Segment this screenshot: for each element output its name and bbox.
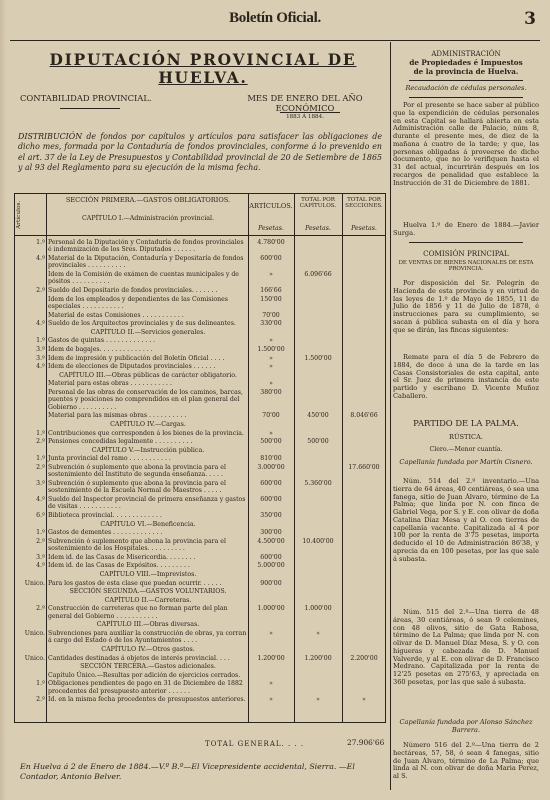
article-amount: 166'66: [260, 287, 282, 294]
chapter-total: 500'00: [307, 438, 329, 446]
article-description: Pensiones concedidas legalmente . . . . . . . . . .: [48, 438, 193, 446]
article-amount: 4.500'00: [257, 537, 285, 545]
article-description: Para los gastos de esta clase que puedan ocurrir. . . . . .: [48, 579, 222, 587]
chapter-total: »: [316, 630, 320, 637]
article-description: Capítulo Único.—Resultas por adición de ejercicios cerrados.: [48, 671, 241, 679]
article-number: 2.º: [36, 696, 45, 704]
chapter-total: 5.360'00: [304, 480, 332, 487]
article-number: 1.º: [36, 455, 45, 463]
comision-subheading: DE VENTAS DE BIENES NACIONALES DE ESTA PROVINCIA.: [398, 260, 534, 273]
chapter-total: 10.400'00: [302, 537, 334, 545]
article-amount: 600'00: [260, 255, 282, 262]
table-col-line: [14, 193, 15, 723]
column-divider: [390, 42, 391, 790]
chapter-total: 1.000'00: [304, 605, 332, 613]
article-number: 4.º: [36, 363, 45, 371]
total-value: 27.906'66: [347, 738, 385, 747]
clero-heading: Clero.—Menor cuantía.: [429, 446, 503, 453]
article-amount: 4.780'00: [257, 239, 285, 246]
article-amount: 500'00: [260, 438, 282, 446]
article-number: 3.º: [36, 480, 45, 487]
table-top-rule: [14, 193, 386, 194]
article-description: Biblioteca provincial. . . . . . . . . . . . .: [48, 512, 162, 519]
article-amount: 1.200'00: [257, 654, 285, 662]
article-number: 2.º: [36, 438, 45, 446]
article-description: Idem de elecciones de Diputados provinciales . . . . . .: [48, 363, 216, 371]
rule: [409, 97, 523, 98]
articulos-side-label: Artículos.: [16, 200, 22, 230]
chapter-heading: CAPÍTULO II.—Servicios generales.: [90, 328, 206, 336]
contabilidad-heading: CONTABILIDAD PROVINCIAL.: [20, 93, 152, 103]
finca-516: Número 516 del 2.º—Una tierra de 2 hectáreas, 57, 58, ó sean 4 fanegas, sitio de Juan Álvaro, término de La Palma; que linda al N. con olivar de doña Maria Perez, al S.: [393, 741, 539, 781]
unit-articulos: Pesetas.: [258, 225, 284, 232]
article-description: Id. en la misma fecha procedentes de presupuestos anteriores.: [48, 696, 246, 704]
article-description: Obligaciones pendientes de pago en 31 de Diciembre de 1882 procedentes del presupuesto anterior . . . . . .: [48, 680, 243, 695]
page-number: 3: [524, 9, 536, 29]
article-amount: 350'00: [260, 512, 282, 519]
article-amount: »: [269, 696, 273, 704]
article-number: 3.º: [36, 553, 45, 561]
notice-date: Huelva 1.º de Enero de 1884.—Javier Surga.: [393, 221, 539, 237]
article-amount: 600'00: [260, 480, 282, 487]
article-amount: 810'00: [260, 455, 282, 463]
rustica-heading: RÚSTICA.: [449, 433, 483, 441]
article-description: Idem de la Comisión de exámen de cuentas municipales y de pósitos . . . . . . . . . .: [48, 271, 239, 286]
article-description: Idem id. de las Casas de Expósitos. . . . . . . . .: [48, 562, 190, 570]
article-description: Subvención ó suplemento que abona la provincia para el sostenimiento de la Escuela Normal de Maestros . . . . .: [48, 480, 226, 495]
article-number: 1.º: [36, 680, 45, 688]
article-amount: 300'00: [260, 529, 282, 537]
header-rule: [10, 40, 540, 41]
page-fold-shadow: [0, 0, 6, 800]
chapter-heading: CAPÍTULO IV.—Otros gastos.: [101, 646, 195, 653]
article-description: Personal de las obras de conservación de los caminos, barcas, puentes y posiciones no comprendidos en el plan general del Gobierno . . . . . . . . . .: [48, 389, 243, 411]
article-description: Contribuciones que corresponden á los bienes de la provincia.: [48, 429, 244, 437]
capellania-1-heading: Capellanía fundada por Martín Cisnero.: [399, 458, 533, 466]
ornament-rule-left: [60, 108, 120, 109]
chapter-1-heading: CAPÍTULO I.—Administración provincial.: [81, 215, 215, 222]
article-description: Material de la Diputación, Contaduría y Depositaría de fondos provinciales . . . . . . . . . .: [48, 255, 244, 270]
intro-paragraph: DISTRIBUCIÓN de fondos por capítulos y artículos para satisfacer las obligaciones de dicho mes, formada por la Contaduría de fondos provinciales, conforme á lo prevenido en el art. 37 de la Ley de Presupuestos y Contabilidad provincial de 20 de Setiembre de 1865 y al 93 del Reglamento para su ejecución de la misma fecha.: [18, 132, 382, 172]
col-capitulos-header: TOTAL POR CAPÍTULOS.: [299, 197, 337, 210]
article-amount: »: [269, 363, 273, 371]
chapter-heading: CAPÍTULO VI.—Beneficencia.: [100, 520, 196, 528]
article-number: 2.º: [36, 287, 45, 294]
article-amount: 70'00: [262, 412, 280, 420]
finca-514: Núm. 514 del 2.º inventario.—Una tierra de 64 áreas, 40 centiáreas, ó sea una fanega, sitio de Juan Álvaro, término de La Palma; que linda por N. con finca de Gabriel Vega, por S. y E. con olivar de doña Catalina Díaz Mesa y al O. con tierras de capellanía vacante. Capitalizada al 4 por 100 por la renta de 3'75 pesetas, importa deducido el 10 de Administración 86'38, y aprecia da en 100 pesetas, por las que sale á subasta.: [393, 477, 539, 563]
article-description: Sueldo del Depositario de fondos provinciales. . . . . . .: [48, 287, 218, 294]
chapter-heading: CAPÍTULO IV.—Cargas.: [110, 421, 186, 428]
capellania-2-heading: Capellanía fundada por Alonso Sánchez Barrera.: [399, 718, 533, 734]
article-number: 1.º: [36, 337, 45, 345]
section-1-heading: SECCIÓN PRIMERA.—GASTOS OBLIGATORIOS.: [65, 196, 231, 204]
article-amount: 600'00: [260, 553, 282, 561]
article-description: Cantidades destinadas á objetos de interés provincial. . . .: [48, 654, 230, 662]
table-header-rule: [14, 235, 386, 236]
article-amount: »: [269, 380, 273, 388]
article-description: Construcción de carreteras que no forman parte del plan general del Gobierno . . . . . . . . . . .: [48, 605, 228, 620]
article-number: Unico.: [24, 654, 45, 662]
article-amount: 900'00: [260, 579, 282, 587]
article-number: 2.º: [36, 464, 45, 471]
article-description: Idem de bagajes. . . . . . . . . . . . . .: [48, 346, 153, 353]
section-total: 2.200'00: [350, 654, 378, 662]
article-number: 1.º: [36, 239, 45, 246]
chapter-heading: SECCIÓN TERCERA.—Gastos adicionales.: [80, 663, 216, 671]
article-description: Material de estas Comisiones . . . . . . . . . . .: [48, 311, 184, 319]
article-number: 4.º: [36, 562, 45, 570]
signature-footer: En Huelva á 2 de Enero de 1884.—V.º B.º—El Vicepresidente accidental, Sierra. —El Contador, Antonio Belver.: [20, 762, 355, 782]
article-amount: 600'00: [260, 496, 282, 503]
article-number: 3.º: [36, 354, 45, 362]
chapter-heading: CAPÍTULO II.—Carreteras.: [104, 596, 192, 604]
col-articulos-header: ARTÍCULOS.: [249, 202, 293, 210]
table-col-line: [342, 193, 343, 723]
article-number: 3.º: [36, 346, 45, 353]
unit-secciones: Pesetas.: [351, 225, 377, 232]
article-amount: 3.000'00: [257, 464, 285, 471]
article-number: 4.º: [36, 496, 45, 503]
article-amount: »: [269, 429, 273, 437]
article-amount: 380'00: [260, 389, 282, 396]
rule: [409, 80, 523, 81]
remate-notice: Remate para el día 5 de Febrero de 1884, de doce á una de la tarde en las Casas Consistoriales de esta capital, ante el Sr. Juez de primera instancia de este partido y escribano D. Vicente Muñoz Caballero.: [393, 353, 539, 400]
chapter-heading: SECCIÓN SEGUNDA.—GASTOS VOLUNTARIOS.: [69, 588, 227, 596]
article-amount: »: [269, 337, 273, 345]
running-header: [0, 0, 550, 42]
chapter-heading: CAPÍTULO V.—Instrucción pública.: [91, 446, 205, 454]
admin-heading-1: ADMINISTRACIÓN: [431, 50, 501, 58]
unit-capitulos: Pesetas.: [305, 225, 331, 232]
chapter-total: 6.096'66: [304, 271, 332, 278]
article-description: Sueldo de los Arquitectos provinciales y de sus delineantes.: [48, 320, 236, 328]
partido-heading: PARTIDO DE LA PALMA.: [413, 418, 519, 428]
subasta-notice: Por disposición del Sr. Pelegrín de Hacienda de esta provincia y en virtud de las leyes de 1.º de Mayo de 1855, 11 de Julio de 1856 y 11 de Julio de 1878, é instrucciones para su cumplimiento, se sacan á pública subasta en el día y hora que se dirán, las fincas siguientes:: [393, 279, 539, 334]
article-description: Personal de la Diputación y Contaduría de fondos provinciales é indemnización de los Sres. Diputados . . . . . .: [48, 239, 244, 254]
cedulas-notice: Por el presente se hace saber al público que la expendición de cédulas personales en esta Capital se hallará abierta en esta Administración calle de Palacio, núm 8, durante el presente mes, de diez de la mañana á cuatro de la tarde; y que, las personas obligadas á proveerse de dicho documento, que no lo verifiquen hasta el 31 del actual, incurrirán después en los recargos de penalidad que establece la Instrucción de 31 de Diciembre de 1881.: [393, 101, 539, 187]
article-amount: »: [269, 354, 273, 362]
article-amount: 150'00: [260, 295, 282, 303]
article-number: 6.º: [36, 512, 45, 519]
article-number: Unico.: [24, 630, 45, 637]
month-heading: [236, 94, 374, 120]
ornament-rule-right: [280, 112, 340, 113]
chapter-heading: CAPÍTULO III.—Obras diversas.: [96, 621, 200, 629]
article-amount: 1.000'00: [257, 605, 285, 613]
article-number: 2.º: [36, 605, 45, 613]
chapter-total: 1.500'00: [304, 354, 332, 362]
chapter-total: 450'00: [307, 412, 329, 420]
article-amount: 70'00: [262, 311, 280, 319]
admin-heading-2: de Propiedades é Impuestos: [409, 58, 523, 67]
article-number: Unico.: [24, 579, 45, 587]
section-total: 17.660'00: [348, 464, 380, 471]
article-number: 4.º: [36, 320, 45, 328]
article-number: 2.º: [36, 537, 45, 545]
article-number: 4.º: [36, 255, 45, 262]
total-label: TOTAL GENERAL. . . .: [205, 740, 305, 748]
article-amount: »: [269, 271, 273, 278]
article-description: Gastos de quintas . . . . . . . . . . . . .: [48, 337, 156, 345]
article-description: Sueldo del Inspector provincial de primera enseñanza y gastos de visitas . . . . . . . . . . .: [48, 496, 246, 511]
comision-heading: COMISIÓN PRINCIPAL: [423, 249, 509, 258]
article-description: Idem de impresión y publicación del Boletín Oficial . . . .: [48, 354, 225, 362]
article-description: Subvenciones para auxiliar la construcción de obras, ya corran á cargo del Estado ó de los Ayuntamientos . . . .: [48, 630, 247, 645]
article-description: Gastos de dementes . . . . . . . . . . . . .: [48, 529, 163, 537]
article-number: 1.º: [36, 529, 45, 537]
article-description: Material para las mismas obras . . . . . . . . . .: [48, 412, 187, 420]
budget-table: [14, 193, 386, 723]
month-label: MES DE ENERO DEL AÑO ECONÓMICO: [247, 93, 363, 113]
chapter-total: 1.200'00: [304, 654, 332, 662]
admin-heading-3: de la provincia de Huelva.: [413, 67, 519, 76]
article-amount: »: [269, 680, 273, 688]
article-description: Subvención ó suplemento que abona la provincia para el sostenimiento del Instituto de segunda enseñanza. . . . .: [48, 464, 226, 479]
chapter-total: »: [316, 696, 320, 704]
table-bottom-rule: [14, 722, 386, 723]
finca-515: Núm. 515 del 2.º—Una tierra de 48 áreas, 30 centiáreas, ó sean 9 celemines, con 48 olivos, sitio de Gata Rabosa, término de La Palma; que linda por N. con olivar de D. Manuel Díaz Mesa, S. y O. con higueras y cabezada de D. Manuel Valverde, y al E. con olivar de D. Francisco Medrano. Capitalizada por la renta de 12'25 pesetas en 275'63, y apreciada en 360 pesetas, por las que sale á subasta.: [393, 608, 539, 686]
recaudacion-subhead: Recaudación de cédulas personales.: [405, 84, 527, 92]
masthead-title: DIPUTACIÓN PROVINCIAL DE HUELVA.: [49, 51, 357, 87]
article-description: Idem id. de las Casas de Misericordia. . . . . . . .: [48, 553, 196, 561]
table-col-line: [46, 193, 47, 723]
article-amount: 5.000'00: [257, 562, 285, 570]
chapter-heading: CAPÍTULO III.—Obras públicas de carácter obligatorio.: [59, 371, 237, 379]
chapter-heading: CAPÍTULO VIII.—Imprevistos.: [99, 571, 197, 578]
col-secciones-header: TOTAL POR SECCIONES.: [345, 197, 383, 210]
article-amount: 1.500'00: [257, 346, 285, 353]
rule: [409, 242, 523, 243]
article-amount: 330'00: [260, 320, 282, 328]
article-number: 1.º: [36, 429, 45, 437]
article-description: Idem de los empleados y dependientes de las Comisiones especiales . . . . . . . . . . .: [48, 295, 228, 311]
table-col-line: [385, 193, 386, 723]
right-column: [393, 42, 539, 792]
article-description: Subvención ó suplemento que abona la provincia para el sostenimiento de los Hospitales. . . . . . . . . .: [48, 537, 226, 553]
article-description: Material para estas obras . . . . . . . . . . .: [48, 380, 172, 388]
article-amount: »: [269, 630, 273, 637]
section-total: 8.046'66: [350, 412, 378, 420]
section-total: »: [362, 696, 366, 704]
article-description: Junta provincial del ramo . . . . . . . . . . .: [48, 455, 171, 463]
fiscal-year: 1883 Á 1884.: [286, 113, 324, 120]
header-title: Boletín Oficial.: [229, 10, 321, 26]
